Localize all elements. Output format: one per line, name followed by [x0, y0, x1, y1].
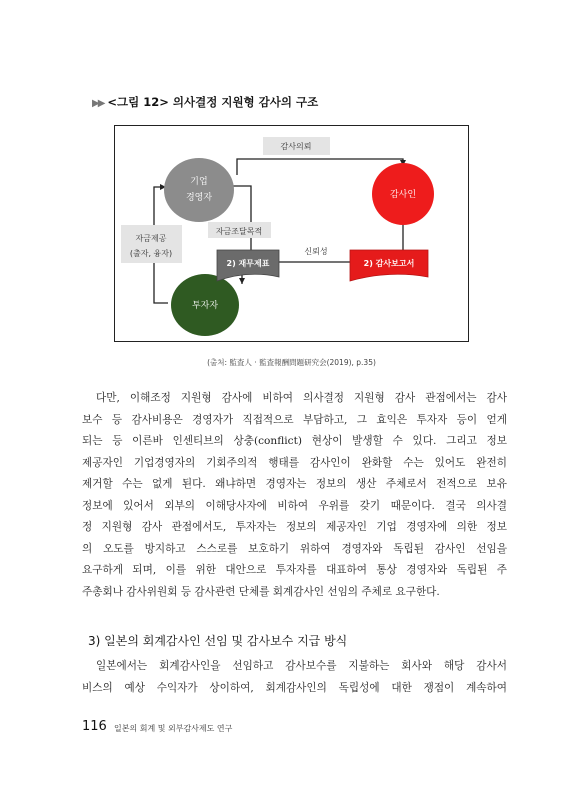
paragraph-line: 요구하게 되며, 이를 위한 대안으로 투자자를 대표하여 통상 경영자와 독립된 주 [82, 564, 507, 576]
paragraph-line: 제공자인 기업경영자의 기회주의적 행태를 감사인이 완화할 수는 있어도 완전히 [82, 456, 507, 469]
paragraph-2 [82, 656, 507, 699]
paragraph-line: 되는 등 이른바 인센티브의 상충(conflict) 현상이 발생할 수 있다. 그리고 정보 [82, 435, 507, 447]
audit-report-label: 2) 감사보고서 [363, 259, 415, 268]
figure-title-text: <그림 12> 의사결정 지원형 감사의 구조 [107, 95, 319, 109]
paragraph-line: 제거할 수는 없게 된다. 왜냐하면 경영자는 정보의 생산 주체로서 전적으로 보유 [82, 478, 507, 490]
paragraph-line: 일본에서는 회계감사인을 선임하고 감사보수를 지불하는 회사와 해당 감사서 [96, 660, 507, 672]
figure-source: (출처: 監査人 · 監査報酬問題研究会(2019), p.35) [207, 358, 376, 367]
executive-node [164, 158, 234, 222]
page-number: 116 [82, 719, 107, 734]
executive-label-2: 경영자 [185, 193, 213, 203]
section-heading: 3) 일본의 회계감사인 선임 및 감사보수 지급 방식 [88, 634, 348, 648]
request-arrow [237, 159, 403, 175]
running-footer-title: 일본의 회계 및 외부감사제도 연구 [114, 724, 233, 733]
paragraph-line: 주총회나 감사위원회 등 감사관련 단체를 회계감사인 선임의 주체로 요구한다. [82, 585, 440, 598]
auditor-label: 감사인 [389, 190, 417, 200]
paragraph-line: 의 오도를 방지하고 스스로를 보호하기 위하여 경영자와 독립된 감사인 선임을 [82, 542, 507, 555]
capital-supply-label-2: (출자, 융자) [129, 249, 173, 258]
paragraph-line: 정보에 있어서 외부의 이해당사자에 비하여 우위를 갖기 때문이다. 결국 의사결 [82, 499, 507, 512]
paragraph-1 [82, 388, 507, 603]
investor-label: 투자자 [191, 301, 219, 311]
request-label: 감사의뢰 [280, 142, 312, 151]
funding-purpose-label: 자금조달목적 [215, 227, 263, 236]
paragraph-line: 정 지원형 감사 관점에서도, 투자자는 정보의 제공자인 기업 경영자에 의한 정보 [82, 521, 507, 533]
trust-label: 신뢰성 [304, 247, 328, 256]
paragraph-line: 비스의 예상 수익자가 상이하여, 회계감사인의 독립성에 대한 쟁점이 계속하여 [82, 681, 507, 694]
capital-supply-label-1: 자금제공 [135, 234, 167, 243]
paragraph-line: 다만, 이해조정 지원형 감사에 비하여 의사결정 지원형 감사 관점에서는 감사 [96, 392, 507, 404]
bullet-arrows-icon: ▶▶ [92, 98, 104, 109]
paragraph-line: 보수 등 감사비용은 경영자가 직접적으로 부담하고, 그 효익은 투자자 등이 얻게 [82, 413, 507, 426]
financial-statements-label: 2) 재무제표 [226, 259, 270, 268]
executive-label-1: 기업 [190, 177, 208, 187]
